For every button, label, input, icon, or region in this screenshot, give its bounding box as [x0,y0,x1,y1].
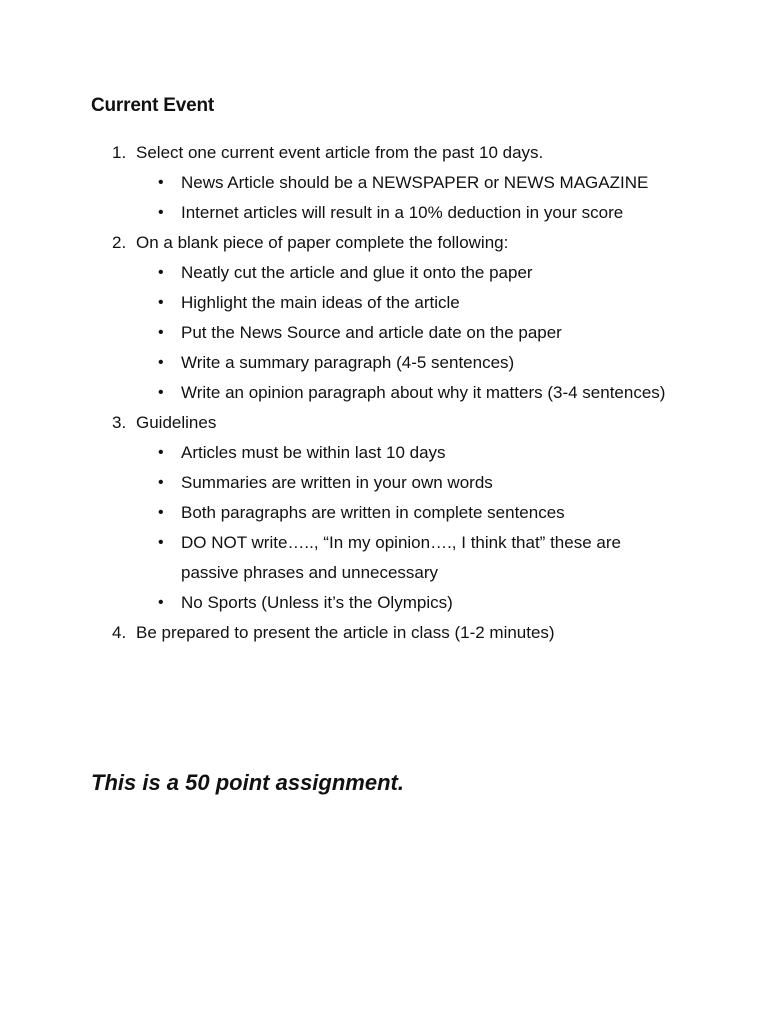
sub-item-text: Neatly cut the article and glue it onto the paper [181,263,533,282]
bullet-icon: • [158,204,164,221]
bullet-icon: • [158,324,164,341]
bullet-icon: • [158,354,164,371]
item-number: 4. [112,623,127,642]
bullet-icon: • [158,504,164,521]
sub-item-text: Write a summary paragraph (4-5 sentences) [181,353,515,372]
item-text: Be prepared to present the article in class (1-2 minutes) [136,623,555,642]
instruction-list [0,138,768,648]
sub-item-text: DO NOT write….., “In my opinion…., I think that” these are passive phrases and unnecessary [181,533,621,582]
bullet-icon: • [158,474,164,491]
sub-item-text: Put the News Source and article date on the paper [181,323,562,342]
sub-item-text: Summaries are written in your own words [181,473,493,492]
bullet-icon: • [158,294,164,311]
document-title: Current Event [91,95,215,116]
sub-item-text: Write an opinion paragraph about why it matters (3-4 sentences) [181,383,666,402]
sub-list [136,168,768,228]
bullet-icon: • [158,594,164,611]
sub-list-item [136,438,681,468]
list-item [0,408,768,618]
item-number: 2. [112,233,127,252]
sub-list [136,258,768,408]
sub-list-item [136,318,681,348]
item-text: Select one current event article from the past 10 days. [136,143,544,162]
list-item [0,228,768,408]
sub-item-text: Articles must be within last 10 days [181,443,446,462]
sub-list-item [136,378,681,408]
sub-item-text: Internet articles will result in a 10% deduction in your score [181,203,624,222]
sub-item-text: No Sports (Unless it’s the Olympics) [181,593,453,612]
bullet-icon: • [158,384,164,401]
sub-list-item [136,588,681,618]
sub-list-item [136,198,681,228]
item-text: On a blank piece of paper complete the following: [136,233,509,252]
item-number: 1. [112,143,127,162]
bullet-icon: • [158,174,164,191]
sub-list [136,438,768,618]
sub-list-item [136,468,681,498]
sub-list-item [136,348,681,378]
sub-list-item [136,288,681,318]
sub-item-text: News Article should be a NEWSPAPER or NEWS MAGAZINE [181,173,649,192]
item-number: 3. [112,413,127,432]
item-text: Guidelines [136,413,217,432]
list-item [0,618,768,648]
sub-list-item [136,528,681,588]
sub-item-text: Both paragraphs are written in complete sentences [181,503,565,522]
sub-list-item [136,258,681,288]
bullet-icon: • [158,534,164,551]
assignment-points-note: This is a 50 point assignment. [91,770,404,795]
bullet-icon: • [158,444,164,461]
sub-list-item [136,168,681,198]
list-item [0,138,768,228]
sub-item-text: Highlight the main ideas of the article [181,293,460,312]
sub-list-item [136,498,681,528]
bullet-icon: • [158,264,164,281]
